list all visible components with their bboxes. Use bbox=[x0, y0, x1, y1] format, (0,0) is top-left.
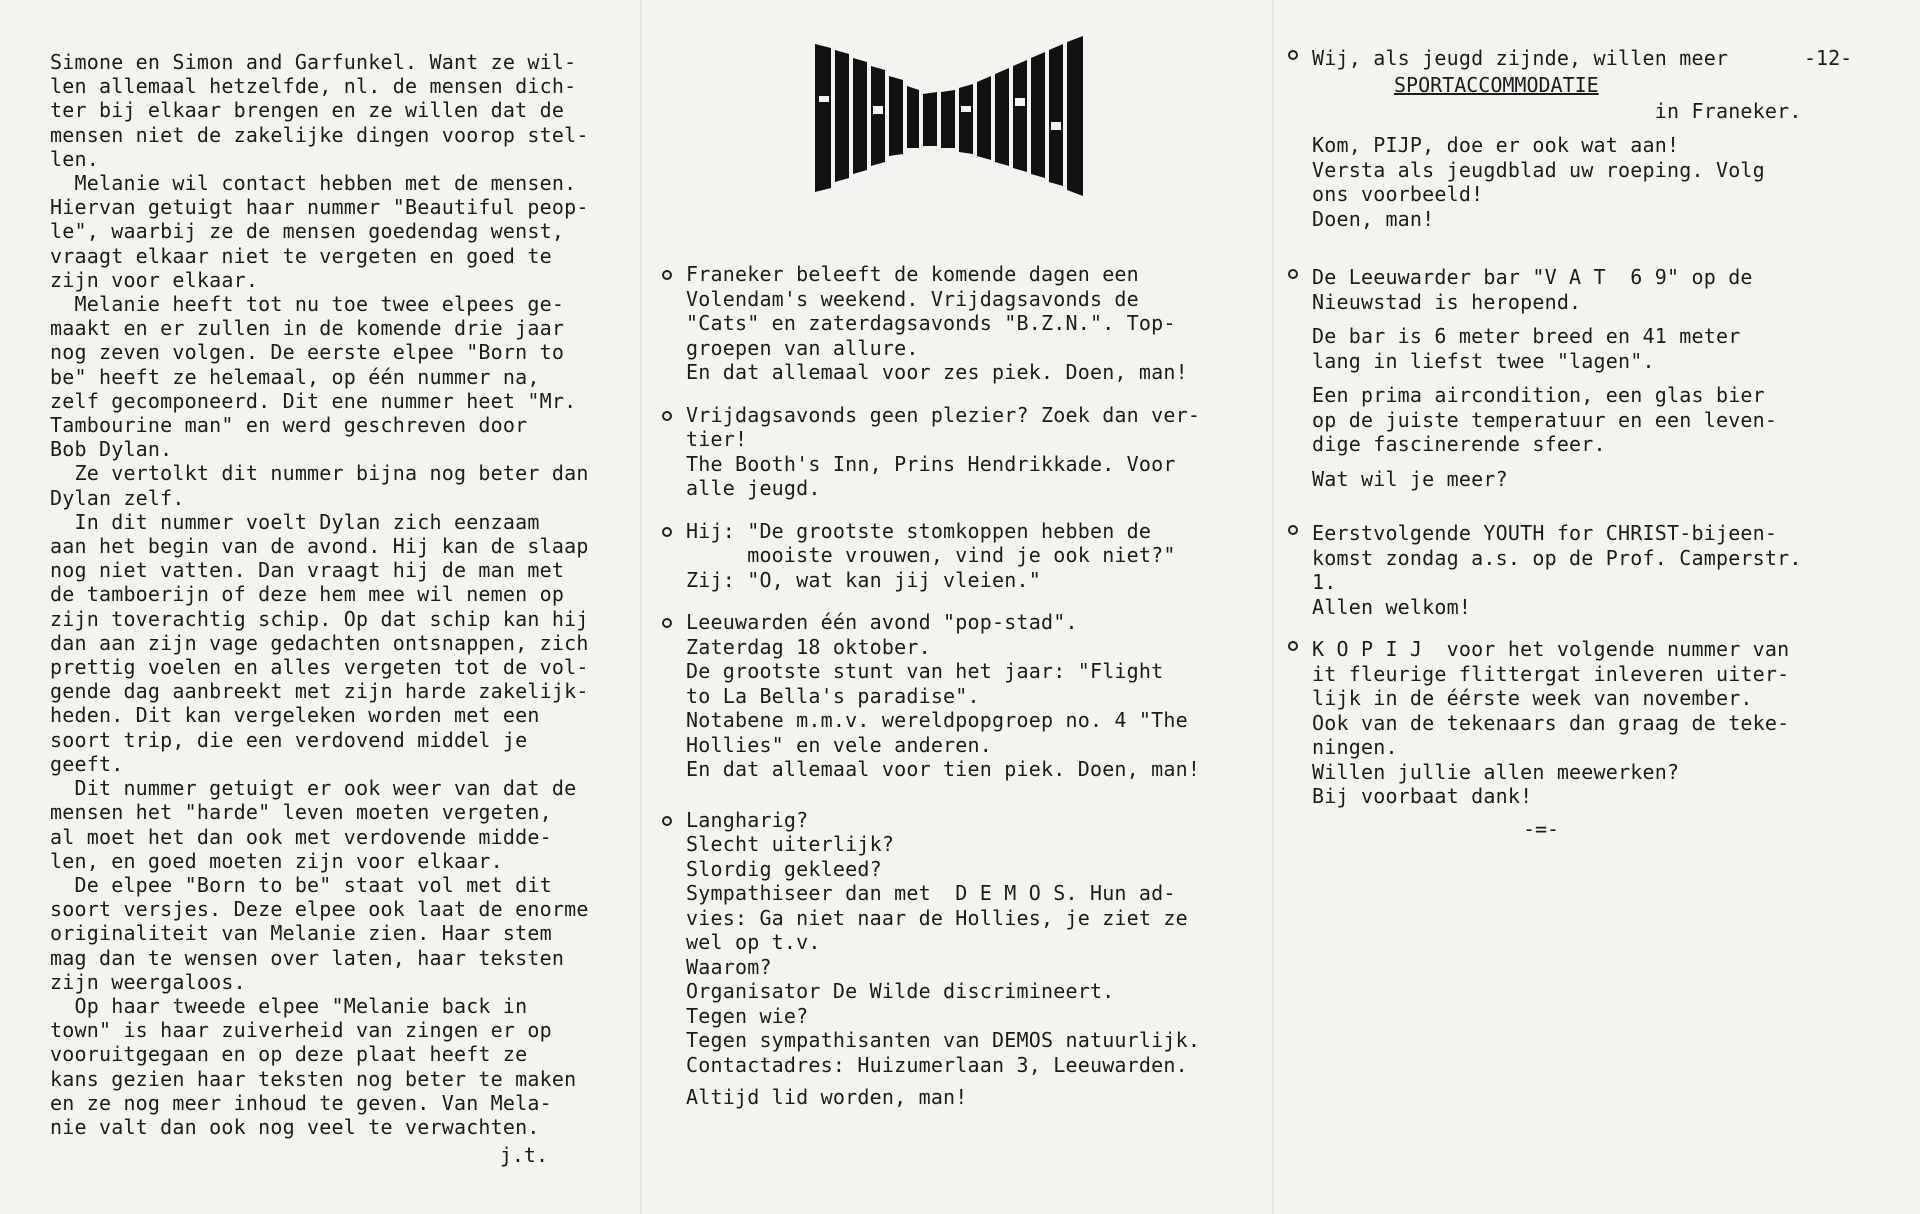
text-line: Een prima aircondition, een glas bier bbox=[1312, 383, 1765, 407]
page-fold bbox=[1272, 0, 1274, 1214]
text-line: lang in liefst twee "lagen". bbox=[1312, 348, 1655, 373]
text-line: zijn weergaloos. bbox=[50, 969, 246, 994]
notice-item bbox=[1280, 46, 1880, 231]
news-item bbox=[650, 403, 1250, 501]
text-line: Hij: "De grootste stomkoppen hebben de bbox=[686, 518, 1152, 543]
text-line: Dylan zelf. bbox=[50, 485, 185, 510]
text-line: Langharig? bbox=[686, 807, 809, 832]
notice-item bbox=[1280, 521, 1880, 619]
text-line: Melanie wil contact hebben met de mensen. bbox=[50, 171, 577, 196]
text-line: nie valt dan ook nog veel te verwachten. bbox=[50, 1114, 540, 1139]
news-item-text bbox=[686, 610, 1250, 782]
news-item bbox=[650, 610, 1250, 782]
text-line: Notabene m.m.v. wereldpopgroep no. 4 "The bbox=[686, 708, 1188, 732]
news-item-text bbox=[686, 262, 1250, 385]
page-fold bbox=[640, 0, 642, 1214]
text-line: Bij voorbaat dank! bbox=[1312, 784, 1533, 808]
text-line: De bar is 6 meter breed en 41 meter bbox=[1312, 324, 1741, 348]
text-line: Nieuwstad is heropend. bbox=[1312, 289, 1582, 314]
text-line: Tegen wie? bbox=[686, 1003, 809, 1028]
news-item-text bbox=[686, 519, 1250, 593]
text-line: De grootste stunt van het jaar: "Flight bbox=[686, 659, 1164, 683]
text-line: op de juiste temperatuur en een leven- bbox=[1312, 407, 1778, 432]
notice-item bbox=[1280, 637, 1880, 841]
bullet-icon bbox=[1288, 269, 1298, 279]
text-line: Hiervan getuigt haar nummer "Beautiful peop- bbox=[50, 195, 589, 220]
text-line: "Cats" en zaterdagsavonds "B.Z.N.". Top- bbox=[686, 311, 1176, 335]
text-line: Willen jullie allen meewerken? bbox=[1312, 759, 1680, 784]
text-line: Slecht uiterlijk? bbox=[686, 832, 895, 856]
news-item bbox=[650, 519, 1250, 593]
notice-heading: SPORTACCOMMODATIE bbox=[1394, 72, 1599, 97]
end-mark: -=- bbox=[1522, 816, 1560, 841]
text-line: dan aan zijn vage gedachten ontsnappen, zich bbox=[50, 630, 589, 655]
bullet-icon bbox=[662, 618, 672, 628]
notice-text bbox=[1312, 265, 1880, 314]
text-line: Simone en Simon and Garfunkel. Want ze wil- bbox=[50, 50, 577, 74]
text-line: Hollies" en vele anderen. bbox=[686, 732, 993, 757]
text-line: vooruitgegaan en op deze plaat heeft ze bbox=[50, 1042, 528, 1067]
text-line: Bob Dylan. bbox=[50, 437, 173, 462]
text-line: mensen het "harde" leven moeten vergeten, bbox=[50, 800, 552, 825]
text-line: nog niet vatten. Dan vraagt hij de man met bbox=[50, 558, 565, 583]
text-line: alle jeugd. bbox=[686, 476, 821, 500]
text-line: Ook van de tekenaars dan graag de teke- bbox=[1312, 710, 1790, 735]
text-line: Volendam's weekend. Vrijdagsavonds de bbox=[686, 286, 1139, 311]
bullet-icon bbox=[1288, 525, 1298, 535]
text-line: De elpee "Born to be" staat vol met dit bbox=[50, 872, 552, 897]
notice-text bbox=[1312, 383, 1880, 457]
notice-text bbox=[1312, 324, 1880, 373]
text-line: De Leeuwarder bar "V A T 6 9" op de bbox=[1312, 265, 1753, 289]
text-line: 1. bbox=[1312, 570, 1337, 594]
text-line: le", waarbij ze de mensen goedendag wenst, bbox=[50, 219, 565, 244]
text-line: Leeuwarden één avond "pop-stad". bbox=[686, 610, 1078, 634]
text-line: dige fascinerende sfeer. bbox=[1312, 432, 1606, 456]
text-line: Allen welkom! bbox=[1312, 594, 1472, 619]
notices-column bbox=[1280, 46, 1880, 859]
text-line: maakt en er zullen in de komende drie jaar bbox=[50, 316, 565, 341]
text-line: mensen niet de zakelijke dingen voorop stel- bbox=[50, 122, 589, 147]
notice-intro: Wij, als jeugd zijnde, willen meer bbox=[1312, 46, 1729, 70]
text-line: originaliteit van Melanie zien. Haar stem bbox=[50, 921, 552, 946]
text-line: len. bbox=[50, 146, 99, 171]
text-line: En dat allemaal voor zes piek. Doen, man! bbox=[686, 360, 1188, 384]
text-line: aan het begin van de avond. Hij kan de slaap bbox=[50, 534, 589, 559]
text-line: Zaterdag 18 oktober. bbox=[686, 634, 931, 659]
bullet-icon bbox=[662, 411, 672, 421]
text-line: geeft. bbox=[50, 751, 124, 776]
text-line: Eerstvolgende YOUTH for CHRIST-bijeen- bbox=[1312, 521, 1778, 545]
text-line: mooiste vrouwen, vind je ook niet?" bbox=[686, 543, 1176, 567]
news-item bbox=[650, 262, 1250, 385]
article-signature: j.t. bbox=[499, 1143, 548, 1168]
text-line: ningen. bbox=[1312, 735, 1398, 759]
bullet-icon bbox=[662, 270, 672, 280]
text-line: lijk in de éérste week van november. bbox=[1312, 686, 1753, 710]
text-line: Wat wil je meer? bbox=[1312, 466, 1508, 491]
text-line: tier! bbox=[686, 427, 748, 451]
text-line: komst zondag a.s. op de Prof. Camperstr. bbox=[1312, 545, 1802, 570]
text-line: it fleurige flittergat inleveren uiter- bbox=[1312, 661, 1790, 686]
notice-text bbox=[1312, 133, 1880, 231]
text-line: soort versjes. Deze elpee ook laat de enorme bbox=[50, 897, 589, 922]
text-line: vraagt elkaar niet te vergeten en goed te bbox=[50, 243, 552, 268]
news-column bbox=[650, 36, 1250, 1128]
article-text bbox=[50, 50, 640, 1139]
text-line: Slordig gekleed? bbox=[686, 856, 882, 881]
text-line: soort trip, die een verdovend middel je bbox=[50, 727, 528, 752]
text-line: Waarom? bbox=[686, 954, 772, 979]
text-line: Contactadres: Huizumerlaan 3, Leeuwarden. bbox=[686, 1052, 1188, 1077]
text-line: Zij: "O, wat kan jij vleien." bbox=[686, 567, 1041, 592]
text-line: Kom, PIJP, doe er ook wat aan! bbox=[1312, 133, 1680, 157]
text-line: Tegen sympathisanten van DEMOS natuurlijk. bbox=[686, 1028, 1201, 1052]
text-line: zijn toverachtig schip. Op dat schip kan hij bbox=[50, 606, 589, 631]
bullet-icon bbox=[1288, 641, 1298, 651]
text-line: en ze nog meer inhoud te geven. Van Mela- bbox=[50, 1090, 552, 1115]
text-line: ter bij elkaar brengen en ze willen dat de bbox=[50, 98, 565, 123]
text-line: Sympathiseer dan met D E M O S. Hun ad- bbox=[686, 881, 1176, 905]
news-item-closing: Altijd lid worden, man! bbox=[686, 1085, 968, 1109]
text-line: to La Bella's paradise". bbox=[686, 683, 980, 708]
text-line: de tamboerijn of deze hem mee wil nemen op bbox=[50, 582, 565, 607]
text-line: Ze vertolkt dit nummer bijna nog beter dan bbox=[50, 461, 589, 486]
text-line: Tambourine man" en werd geschreven door bbox=[50, 413, 528, 438]
article-column bbox=[50, 50, 640, 1167]
text-line: wel op t.v. bbox=[686, 930, 821, 954]
text-line: mag dan te wensen over laten, haar teksten bbox=[50, 945, 565, 970]
text-line: The Booth's Inn, Prins Hendrikkade. Voor bbox=[686, 451, 1176, 476]
text-line: town" is haar zuiverheid van zingen er op bbox=[50, 1018, 552, 1043]
text-line: Op haar tweede elpee "Melanie back in bbox=[50, 993, 528, 1018]
text-line: vies: Ga niet naar de Hollies, je ziet ze bbox=[686, 905, 1188, 930]
flitters-logo bbox=[815, 36, 1115, 200]
text-line: al moet het dan ook met verdovende midde- bbox=[50, 824, 552, 849]
news-item-text bbox=[686, 808, 1250, 1078]
text-line: prettig voelen en alles vergeten tot de vol- bbox=[50, 655, 589, 680]
text-line: Vrijdagsavonds geen plezier? Zoek dan ver- bbox=[686, 402, 1201, 427]
bullet-icon bbox=[662, 527, 672, 537]
bullet-icon bbox=[1288, 50, 1298, 60]
text-line: K O P I J voor het volgende nummer van bbox=[1312, 637, 1790, 661]
text-line: nog zeven volgen. De eerste elpee "Born to bbox=[50, 340, 565, 365]
news-item-text bbox=[686, 403, 1250, 501]
page-number: -12- bbox=[1804, 46, 1853, 70]
notice-text bbox=[1312, 637, 1880, 809]
text-line: Franeker beleeft de komende dagen een bbox=[686, 262, 1139, 286]
notice-text bbox=[1312, 467, 1880, 492]
notice-text bbox=[1312, 521, 1880, 619]
text-line: Doen, man! bbox=[1312, 206, 1435, 231]
text-line: En dat allemaal voor tien piek. Doen, man! bbox=[686, 757, 1201, 781]
text-line: Organisator De Wilde discrimineert. bbox=[686, 979, 1115, 1003]
text-line: Versta als jeugdblad uw roeping. Volg bbox=[1312, 157, 1765, 182]
bullet-icon bbox=[662, 816, 672, 826]
text-line: len, en goed moeten zijn voor elkaar. bbox=[50, 848, 503, 873]
text-line: zijn voor elkaar. bbox=[50, 267, 259, 292]
text-line: groepen van allure. bbox=[686, 335, 919, 360]
text-line: be" heeft ze helemaal, op één nummer na, bbox=[50, 364, 540, 389]
news-item bbox=[650, 808, 1250, 1110]
notice-item bbox=[1280, 265, 1880, 491]
text-line: zelf gecomponeerd. Dit ene nummer heet "Mr. bbox=[50, 388, 577, 413]
text-line: Dit nummer getuigt er ook weer van dat de bbox=[50, 776, 577, 801]
text-line: kans gezien haar teksten nog beter te maken bbox=[50, 1066, 577, 1091]
text-line: len allemaal hetzelfde, nl. de mensen dich- bbox=[50, 74, 577, 99]
text-line: gende dag aanbreekt met zijn harde zakelijk- bbox=[50, 679, 589, 704]
text-line: Melanie heeft tot nu toe twee elpees ge- bbox=[50, 292, 565, 317]
text-line: ons voorbeeld! bbox=[1312, 182, 1484, 206]
notice-place: in Franeker. bbox=[1312, 98, 1802, 123]
text-line: heden. Dit kan vergeleken worden met een bbox=[50, 703, 540, 728]
text-line: In dit nummer voelt Dylan zich eenzaam bbox=[50, 509, 540, 534]
